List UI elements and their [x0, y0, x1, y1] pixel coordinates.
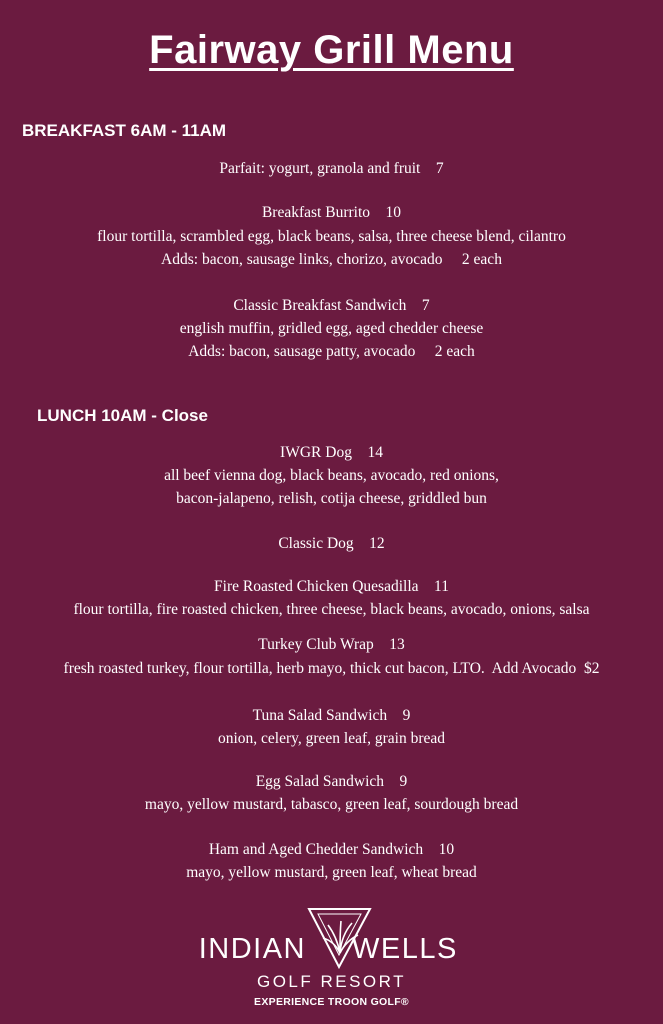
menu-item-ham-chedder-sandwich: Ham and Aged Chedder Sandwich 10	[208, 841, 455, 858]
menu-item-description: onion, celery, green leaf, grain bread	[217, 730, 446, 747]
menu-item-parfait: Parfait: yogurt, granola and fruit 7	[219, 160, 444, 177]
menu-item-classic-dog: Classic Dog 12	[278, 535, 385, 552]
resort-logo	[0, 905, 663, 1015]
menu-item-iwgr-dog: IWGR Dog 14	[280, 444, 383, 461]
breakfast-heading: BREAKFAST 6AM - 11AM	[22, 121, 227, 140]
logo-word-wells: WELLS	[352, 933, 458, 965]
menu-item-classic-breakfast-sandwich: Classic Breakfast Sandwich 7	[233, 297, 430, 314]
menu-item-description: bacon-jalapeno, relish, cotija cheese, griddled bun	[176, 490, 487, 507]
menu-item-description: flour tortilla, scrambled egg, black beans, salsa, three cheese blend, cilantro	[97, 228, 566, 245]
logo-golf-resort: GOLF RESORT	[256, 972, 407, 991]
menu-item-egg-salad-sandwich: Egg Salad Sandwich 9	[255, 773, 408, 790]
menu-item-description: flour tortilla, fire roasted chicken, three cheese, black beans, avocado, onions, salsa	[73, 601, 590, 618]
menu-item-description: all beef vienna dog, black beans, avocado, red onions,	[164, 467, 499, 484]
menu-item-adds: Adds: bacon, sausage patty, avocado 2 each	[188, 343, 475, 360]
menu-item-tuna-salad-sandwich: Tuna Salad Sandwich 9	[252, 707, 411, 724]
logo-tagline: EXPERIENCE TROON GOLF®	[254, 996, 409, 1008]
menu-item-description: mayo, yellow mustard, green leaf, wheat bread	[186, 864, 477, 881]
lunch-heading: LUNCH 10AM - Close	[37, 406, 208, 425]
menu-item-description: english muffin, gridled egg, aged chedder cheese	[179, 320, 484, 337]
menu-title: Fairway Grill Menu	[149, 28, 514, 72]
menu-item-turkey-club-wrap: Turkey Club Wrap 13	[258, 636, 405, 653]
menu-item-breakfast-burrito: Breakfast Burrito 10	[261, 204, 402, 221]
logo-word-indian: INDIAN	[198, 933, 306, 965]
menu-item-description: fresh roasted turkey, flour tortilla, herb mayo, thick cut bacon, LTO. Add Avocado $2	[63, 660, 600, 677]
menu-item-adds: Adds: bacon, sausage links, chorizo, avocado 2 each	[161, 251, 502, 268]
menu-item-description: mayo, yellow mustard, tabasco, green leaf, sourdough bread	[144, 796, 519, 813]
menu-item-quesadilla: Fire Roasted Chicken Quesadilla 11	[214, 578, 449, 595]
